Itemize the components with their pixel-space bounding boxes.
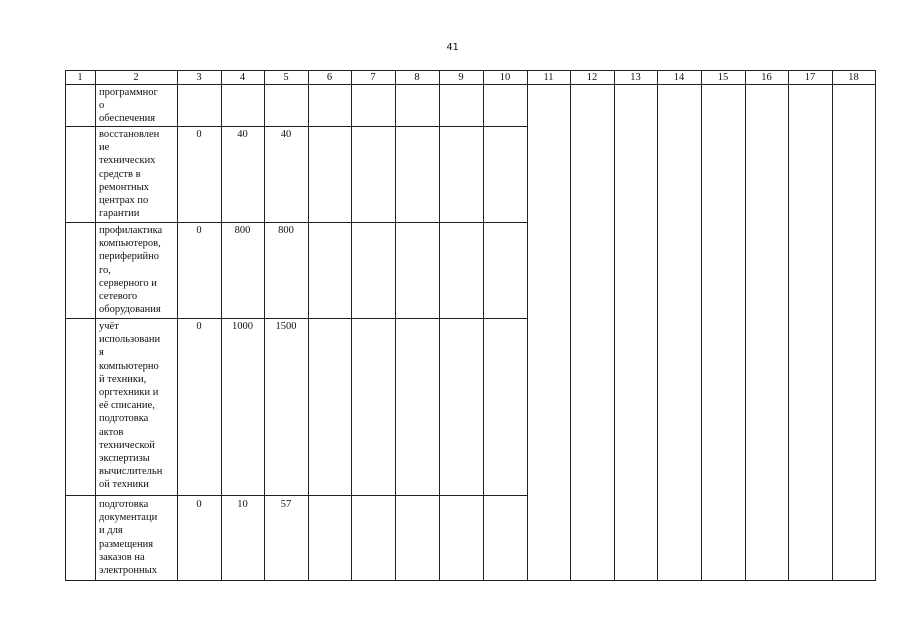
cell-value: 1000 [232, 321, 253, 332]
column-divider [614, 70, 615, 581]
cell-value: 800 [234, 225, 251, 236]
column-header: 1 [77, 72, 83, 83]
column-header: 18 [848, 72, 859, 83]
cell-value: 0 [196, 129, 202, 140]
column-header: 16 [761, 72, 772, 83]
row-description: восстановлен ие технических средств в ремонтных центрах по гарантии [99, 129, 160, 220]
cell-value: 0 [196, 499, 202, 510]
column-divider [832, 70, 833, 581]
row-description: подготовка документаци и для размещения заказов на электронных [99, 499, 158, 577]
column-header: 9 [458, 72, 464, 83]
column-divider [701, 70, 702, 581]
column-header: 17 [804, 72, 816, 83]
column-divider [439, 70, 440, 581]
column-divider [483, 70, 484, 581]
column-header: 5 [283, 72, 289, 83]
cell-value: 40 [237, 129, 248, 140]
column-header: 2 [133, 72, 139, 83]
row-description: профилактика компьютеров, периферийно го, серверного и сетевого оборудования [99, 225, 163, 316]
column-header: 11 [543, 72, 554, 83]
cell-value: 10 [237, 499, 248, 510]
column-header: 7 [370, 72, 376, 83]
column-header: 10 [499, 72, 511, 83]
row-divider [65, 318, 527, 319]
row-divider [65, 222, 527, 223]
header-row-border [65, 84, 876, 85]
cell-value: 0 [196, 321, 202, 332]
column-header: 4 [239, 72, 246, 83]
column-header: 15 [717, 72, 729, 83]
row-divider [65, 126, 527, 127]
column-divider [65, 70, 66, 581]
column-divider [351, 70, 352, 581]
column-header: 13 [630, 72, 641, 83]
column-divider [527, 70, 528, 581]
cell-value: 1500 [275, 321, 297, 332]
cell-value: 40 [280, 129, 292, 140]
cell-value: 57 [280, 499, 292, 510]
column-header: 14 [673, 72, 685, 83]
column-divider [308, 70, 309, 581]
cell-value: 800 [278, 225, 294, 236]
column-divider [745, 70, 746, 581]
cell-value: 0 [196, 225, 202, 236]
row-divider [65, 495, 527, 496]
row-description: программног о обеспечения [99, 87, 158, 125]
column-divider [570, 70, 571, 581]
column-header: 8 [414, 72, 420, 83]
column-header: 12 [586, 72, 598, 83]
column-divider [95, 70, 96, 581]
column-header: 6 [326, 72, 333, 83]
row-description: учёт использовани я компьютерно й техники, оргтехники и её списание, подготовка актов технической экспертизы вычислительн ой техники [99, 321, 163, 491]
column-divider [657, 70, 658, 581]
column-divider [395, 70, 396, 581]
column-divider [788, 70, 789, 581]
column-header: 3 [196, 72, 202, 83]
column-divider [875, 70, 876, 581]
table-bottom-border [65, 580, 876, 581]
page-number: 41 [446, 42, 459, 53]
